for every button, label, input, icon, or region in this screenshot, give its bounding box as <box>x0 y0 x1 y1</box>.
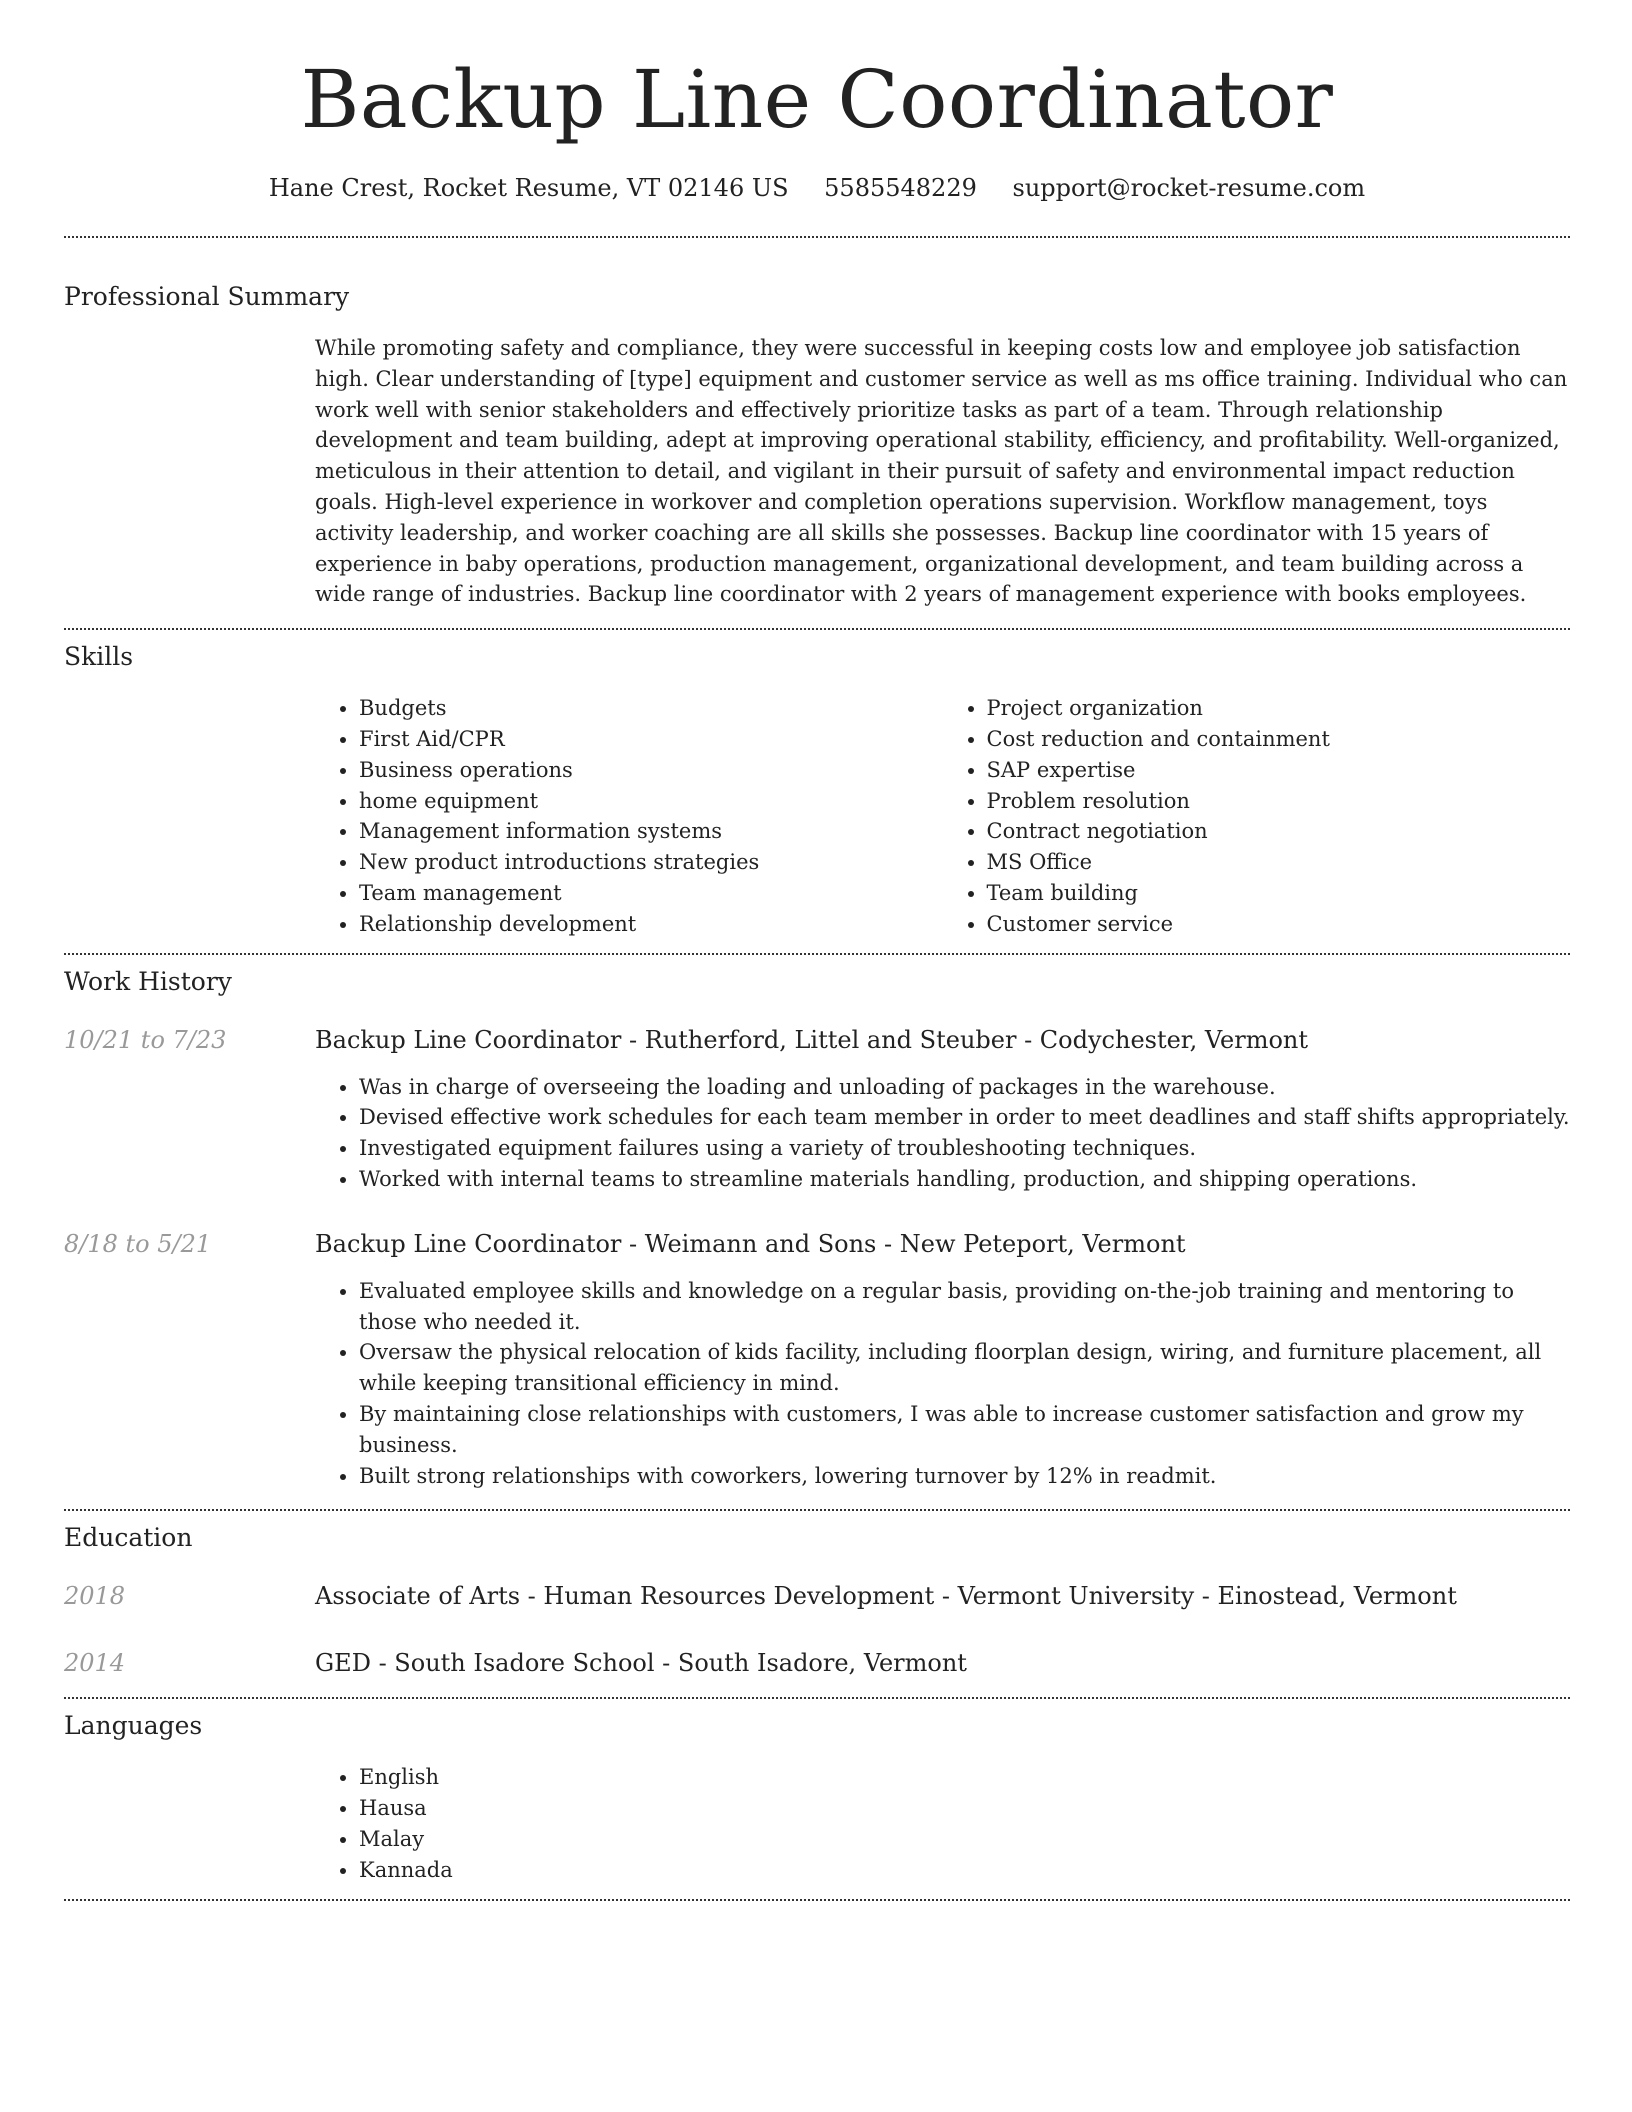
education-detail: GED - South Isadore School - South Isadore, Vermont <box>315 1649 967 1678</box>
skills-list-right <box>943 693 1571 939</box>
section-divider <box>64 1509 1570 1511</box>
skill-item: • Relationship development <box>359 909 943 940</box>
job-bullets <box>315 1072 1570 1195</box>
phone-text: 5585548229 <box>824 174 977 202</box>
skill-item: • Project organization <box>987 693 1571 724</box>
skill-item: • First Aid/CPR <box>359 724 943 755</box>
skill-item: • Contract negotiation <box>987 816 1571 847</box>
job-bullets <box>315 1276 1570 1492</box>
job-heading: Backup Line Coordinator - Rutherford, Littel and Steuber - Codychester, Vermont <box>315 1025 1309 1054</box>
job-bullet: • By maintaining close relationships with customers, I was able to increase customer satisfaction and grow my business. <box>359 1399 1570 1461</box>
skill-item: • SAP expertise <box>987 755 1571 786</box>
skill-item: • Management information systems <box>359 816 943 847</box>
language-item: • Hausa <box>359 1793 1570 1824</box>
skill-item: • Customer service <box>987 909 1571 940</box>
job-bullet: • Devised effective work schedules for each team member in order to meet deadlines and staff shifts appropriately. <box>359 1102 1570 1133</box>
email-link[interactable]: support@rocket-resume.com <box>1012 174 1366 202</box>
education-detail: Associate of Arts - Human Resources Development - Vermont University - Einostead, Vermont <box>315 1582 1457 1611</box>
skill-item: • MS Office <box>987 847 1571 878</box>
education-entry <box>64 1647 1570 1679</box>
education-entry <box>64 1580 1570 1612</box>
skill-item: • Problem resolution <box>987 786 1571 817</box>
skills-grid <box>315 693 1570 939</box>
skill-item: • Budgets <box>359 693 943 724</box>
language-item: • English <box>359 1762 1570 1793</box>
skill-item: • Team building <box>987 878 1571 909</box>
section-divider <box>64 953 1570 955</box>
job-bullet: • Oversaw the physical relocation of kids facility, including floorplan design, wiring, and furniture placement, all while keeping transitional efficiency in mind. <box>359 1337 1570 1399</box>
candidate-name: Backup Line Coordinator <box>300 53 1334 146</box>
contact-line <box>64 172 1570 204</box>
skill-item: • Team management <box>359 878 943 909</box>
summary-text: While promoting safety and compliance, they were successful in keeping costs low and employee job satisfaction high. Clear understanding of [type] equipment and customer service as well as ms office training. Individual who can work well with senior stakeholders and effectively prioritize tasks as part of a team. Through relationship development and team building, adept at improving operational stability, efficiency, and profitability. Well-organized, meticulous in their attention to detail, and vigilant in their pursuit of safety and environmental impact reduction goals. High-level experience in workover and completion operations supervision. Workflow management, toys activity leadership, and worker coaching are all skills she possesses. Backup line coordinator with 15 years of experience in baby operations, production management, organizational development, and team building across a wide range of industries. Backup line coordinator with 2 years of management experience with books employees. <box>315 336 1568 607</box>
job-bullet: • Was in charge of overseeing the loading and unloading of packages in the warehouse. <box>359 1072 1570 1103</box>
education-heading: Education <box>64 1523 193 1553</box>
job-bullet: • Investigated equipment failures using a variety of troubleshooting techniques. <box>359 1133 1570 1164</box>
resume-page <box>64 0 1570 1901</box>
section-divider <box>64 1899 1570 1901</box>
job-entry <box>64 1228 1570 1492</box>
education-year: 2018 <box>64 1582 126 1611</box>
section-divider <box>64 628 1570 630</box>
language-item: • Kannada <box>359 1855 1570 1886</box>
address-text: Hane Crest, Rocket Resume, VT 02146 US <box>268 174 789 202</box>
work-history-heading: Work History <box>64 966 232 996</box>
job-bullet: • Worked with internal teams to streamline materials handling, production, and shipping operations. <box>359 1164 1570 1195</box>
skills-list-left <box>315 693 943 939</box>
section-divider <box>64 236 1570 238</box>
education-year: 2014 <box>64 1649 126 1678</box>
job-bullet: • Built strong relationships with coworkers, lowering turnover by 12% in readmit. <box>359 1461 1570 1492</box>
skill-item: • Business operations <box>359 755 943 786</box>
job-entry <box>64 1024 1570 1195</box>
skill-item: • home equipment <box>359 786 943 817</box>
section-divider <box>64 1697 1570 1699</box>
job-heading: Backup Line Coordinator - Weimann and Sons - New Peteport, Vermont <box>315 1229 1186 1258</box>
skills-heading: Skills <box>64 642 134 672</box>
skill-item: • Cost reduction and containment <box>987 724 1571 755</box>
summary-heading: Professional Summary <box>64 282 350 311</box>
job-dates: 8/18 to 5/21 <box>64 1229 212 1258</box>
job-bullet: • Evaluated employee skills and knowledge on a regular basis, providing on-the-job training and mentoring to those who needed it. <box>359 1276 1570 1338</box>
languages-list <box>315 1762 1570 1885</box>
language-item: • Malay <box>359 1824 1570 1855</box>
job-dates: 10/21 to 7/23 <box>64 1025 227 1054</box>
languages-heading: Languages <box>64 1711 203 1741</box>
skill-item: • New product introductions strategies <box>359 847 943 878</box>
